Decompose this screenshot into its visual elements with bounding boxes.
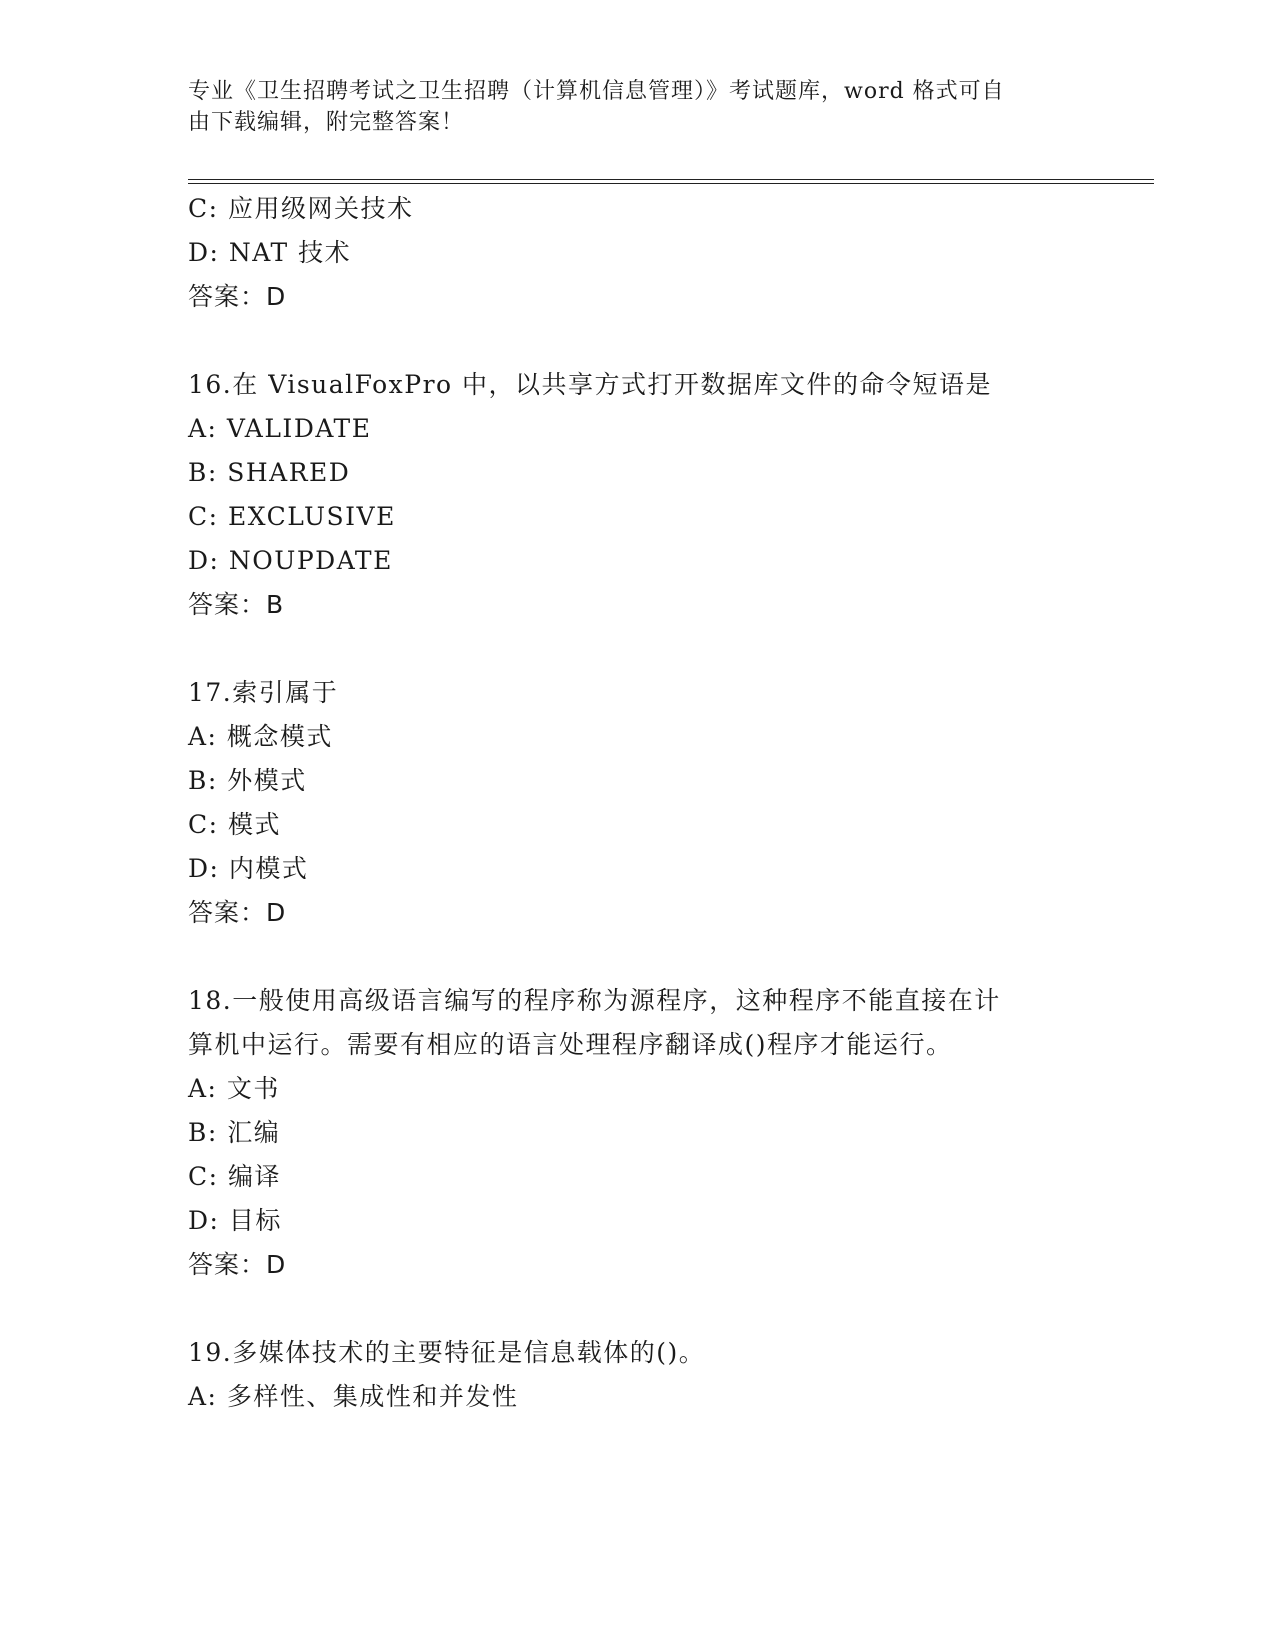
header-line-1: 专业《卫生招聘考试之卫生招聘（计算机信息管理）》考试题库，word 格式可自: [188, 79, 1005, 104]
q18-option-a: A: 文书: [188, 1074, 280, 1103]
q18-answer: 答案：D: [188, 1250, 287, 1279]
q15-option-c: C: 应用级网关技术: [188, 194, 414, 223]
q17-option-b: B: 外模式: [188, 766, 307, 795]
header-divider-bottom: [188, 183, 1154, 184]
q18-stem-line-2: 算机中运行。需要有相应的语言处理程序翻译成()程序才能运行。: [188, 1030, 953, 1059]
q16-option-b: B: SHARED: [188, 458, 351, 487]
q16-option-d: D: NOUPDATE: [188, 546, 393, 575]
q15-option-d: D: NAT 技术: [188, 238, 352, 267]
q16-option-a: A: VALIDATE: [188, 414, 372, 443]
q18-option-c: C: 编译: [188, 1162, 281, 1191]
q17-option-a: A: 概念模式: [188, 722, 333, 751]
q17-option-c: C: 模式: [188, 810, 281, 839]
q19-option-a: A: 多样性、集成性和并发性: [188, 1382, 519, 1411]
q18-stem-line-1: 18.一般使用高级语言编写的程序称为源程序，这种程序不能直接在计: [188, 986, 1001, 1015]
header-divider-top: [188, 179, 1154, 180]
q16-answer: 答案：B: [188, 590, 285, 619]
q17-stem: 17.索引属于: [188, 678, 339, 707]
q17-option-d: D: 内模式: [188, 854, 309, 883]
header-line-2: 由下载编辑，附完整答案！: [188, 110, 465, 135]
document-header: [188, 76, 1088, 138]
q17-answer: 答案：D: [188, 898, 287, 927]
q16-option-c: C: EXCLUSIVE: [188, 502, 396, 531]
q18-option-b: B: 汇编: [188, 1118, 281, 1147]
q19-stem: 19.多媒体技术的主要特征是信息载体的()。: [188, 1338, 706, 1367]
q16-stem: 16.在 VisualFoxPro 中，以共享方式打开数据库文件的命令短语是: [188, 370, 993, 399]
q18-option-d: D: 目标: [188, 1206, 282, 1235]
q15-answer: 答案：D: [188, 282, 287, 311]
